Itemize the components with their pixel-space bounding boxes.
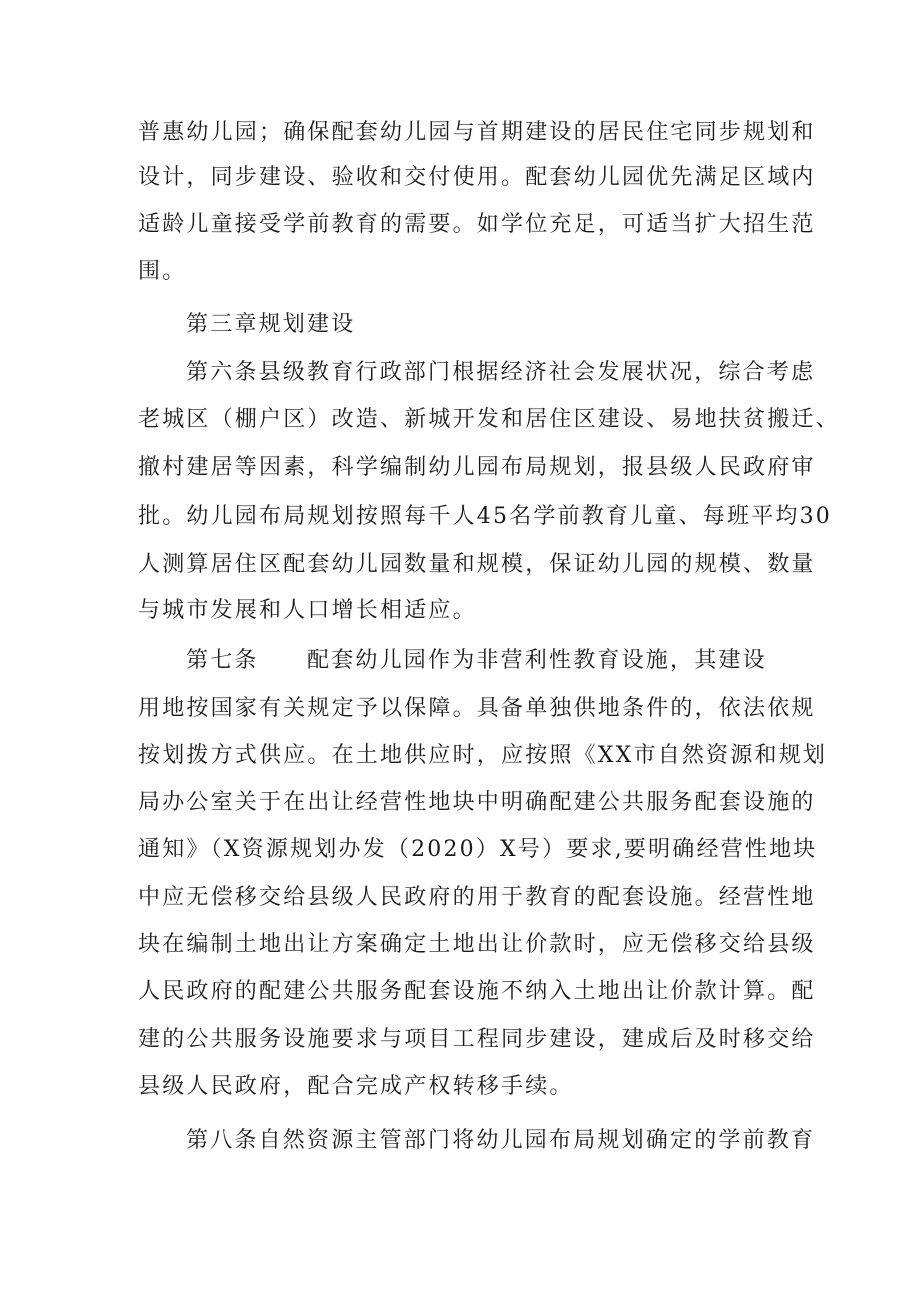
text-line: 第六条县级教育行政部门根据经济社会发展状况，综合考虑: [186, 360, 816, 385]
text-line: 人测算居住区配套幼儿园数量和规模，保证幼儿园的规模、数量: [138, 552, 816, 577]
text-line: 按划拨方式供应。在土地供应时，应按照《XX市自然资源和规划: [138, 743, 828, 768]
text-line: 第八条自然资源主管部门将幼儿园布局规划确定的学前教育: [186, 1128, 816, 1153]
text-line: 块在编制土地出让方案确定土地出让价款时，应无偿移交给县级: [138, 932, 816, 957]
text-line: 中应无偿移交给县级人民政府的用于教育的配套设施。经营性地: [138, 885, 816, 910]
text-line: 人民政府的配建公共服务配套设施不纳入土地出让价款计算。配: [138, 979, 816, 1004]
text-line: 设计，同步建设、验收和交付使用。配套幼儿园优先满足区域内: [138, 165, 816, 190]
text-line: 通知》（X资源规划办发（2020）X号）要求,要明确经营性地块: [138, 837, 818, 862]
text-line: 适龄儿童接受学前教育的需要。如学位充足，可适当扩大招生范: [138, 212, 816, 237]
text-line: 局办公室关于在出让经营性地块中明确配建公共服务配套设施的: [138, 790, 816, 815]
text-line: 第七条 配套幼儿园作为非营利性教育设施，其建设: [186, 648, 767, 673]
text-line: 普惠幼儿园；确保配套幼儿园与首期建设的居民住宅同步规划和: [138, 120, 816, 145]
text-line: 围。: [138, 259, 187, 284]
text-line: 撤村建居等因素，科学编制幼儿园布局规划，报县级人民政府审: [138, 455, 816, 480]
text-line: 建的公共服务设施要求与项目工程同步建设，建成后及时移交给: [138, 1027, 816, 1052]
text-line: 老城区（棚户区）改造、新城开发和居住区建设、易地扶贫搬迁、: [138, 407, 840, 432]
text-line: 与城市发展和人口增长相适应。: [138, 598, 477, 623]
text-line: 县级人民政府，配合完成产权转移手续。: [138, 1074, 574, 1099]
chapter-heading: 第三章规划建设: [186, 312, 356, 337]
text-line: 批。幼儿园布局规划按照每千人45名学前教育儿童、每班平均30: [138, 504, 832, 529]
text-line: 用地按国家有关规定予以保障。具备单独供地条件的，依法依规: [138, 696, 816, 721]
